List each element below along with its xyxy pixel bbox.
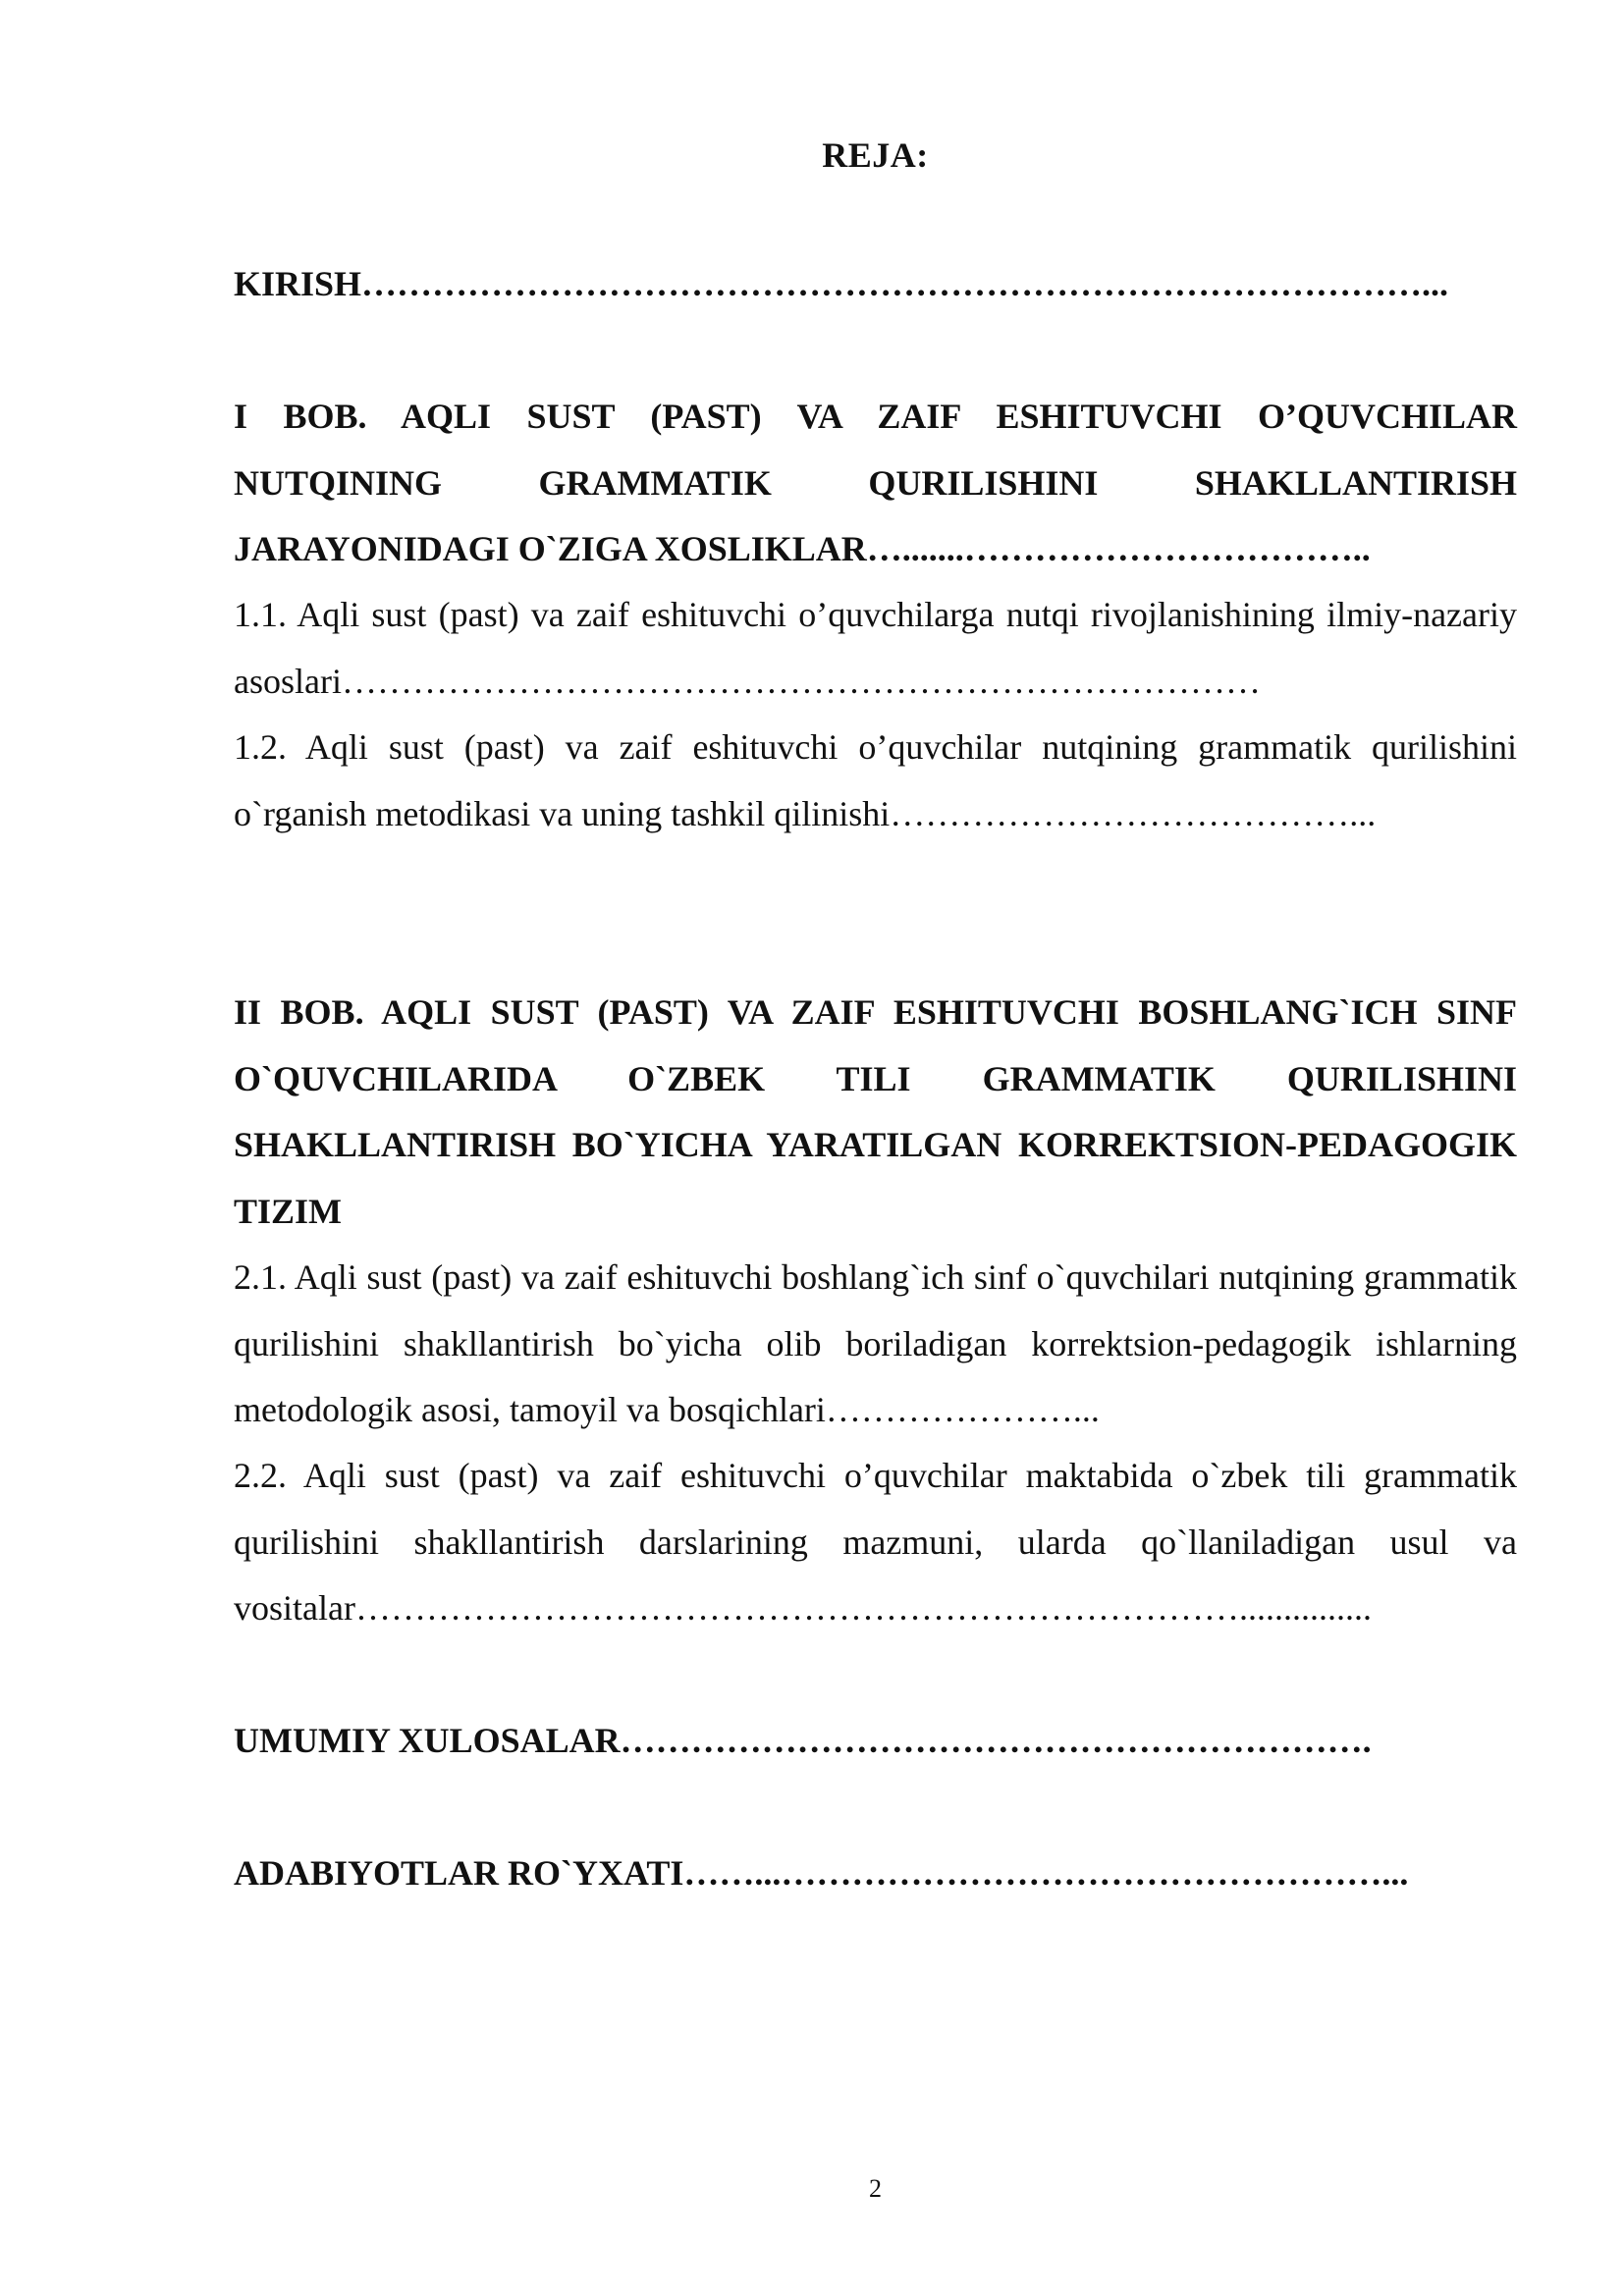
toc-section-2-2: 2.2. Aqli sust (past) va zaif eshituvchi o’quvchilar maktabida o`zbek tili grammatik qurilishini shakllantirish darslarining mazmuni, ularda qo`llaniladigan usul va vositalar…………………………………………………………………............... — [234, 1456, 1517, 1628]
toc-entry-introduction: KIRISH………………………………………………………………………………... — [234, 264, 1449, 303]
toc-section-1-1: 1.1. Aqli sust (past) va zaif eshituvchi o’quvchilarga nutqi rivojlanishining ilmiy-nazariy asoslari…………………………………………………………………… — [234, 595, 1517, 701]
document-page — [234, 0, 1517, 2296]
toc-section-2-1: 2.1. Aqli sust (past) va zaif eshituvchi boshlang`ich sinf o`quvchilari nutqining grammatik qurilishini shakllantirish bo`yicha olib boriladigan korrektsion-pedagogik ishlarning metodologik asosi, tamoyil va bosqichlari…………………... — [234, 1257, 1517, 1429]
toc-chapter-2-heading: II BOB. AQLI SUST (PAST) VA ZAIF ESHITUVCHI BOSHLANG`ICH SINF O`QUVCHILARIDA O`ZBEK TILI GRAMMATIK QURILISHINI SHAKLLANTIRISH BO`YICHA YARATILGAN KORREKTSION-PEDAGOGIK TIZIM — [234, 992, 1517, 1231]
toc-entry-conclusions: UMUMIY XULOSALAR………………………………………………………. — [234, 1721, 1372, 1760]
toc-section-1-2: 1.2. Aqli sust (past) va zaif eshituvchi o’quvchilar nutqining grammatik qurilishini o`rganish metodikasi va uning tashkil qilinishi…………………………………... — [234, 727, 1517, 833]
page-number: 2 — [869, 2174, 882, 2203]
toc-chapter-1-heading: I BOB. AQLI SUST (PAST) VA ZAIF ESHITUVCHI O’QUVCHILAR NUTQINING GRAMMATIK QURILISHINI SHAKLLANTIRISH JARAYONIDAGI O`ZIGA XOSLIKLAR….......…………………………….. — [234, 397, 1517, 568]
toc-entry-references: ADABIYOTLAR RO`YXATI……...……………………………………………... — [234, 1853, 1409, 1893]
page-title: REJA: — [822, 135, 929, 175]
